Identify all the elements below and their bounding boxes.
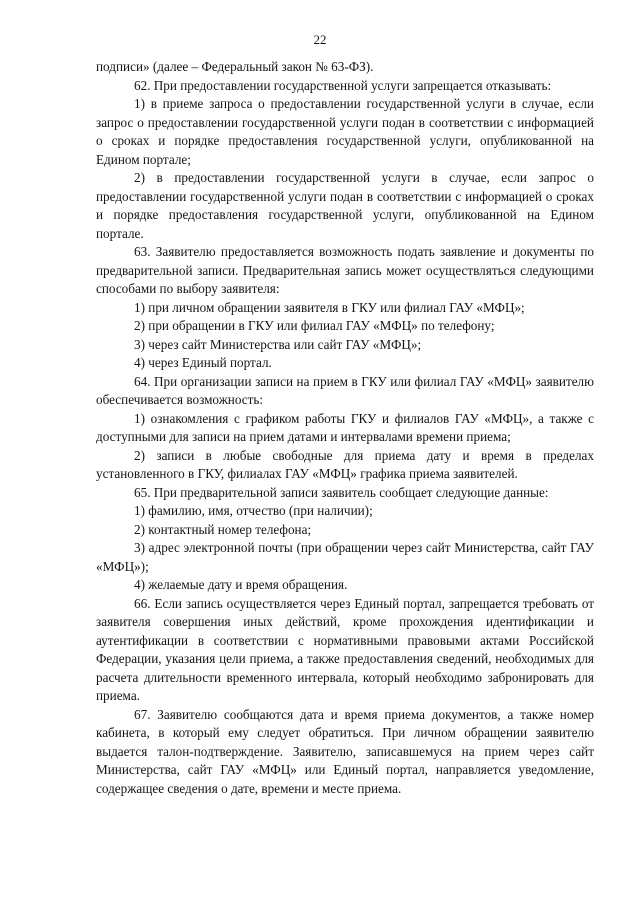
paragraph-item-64-2: 2) записи в любые свободные для приема дату и время в пределах установленного в ГКУ, филиалах ГАУ «МФЦ» графика приема заявителей. [96, 447, 594, 481]
paragraph-item-64: 64. При организации записи на прием в ГКУ или филиал ГАУ «МФЦ» заявителю обеспечивается возможность: [96, 373, 594, 407]
document-body [96, 58, 594, 798]
paragraph-item-62-1: 1) в приеме запроса о предоставлении государственной услуги в случае, если запрос о предоставлении государственной услуги подан в соответствии с информацией о сроках и порядке предоставления государственной услуги, опубликованной на Едином портале; [96, 96, 594, 167]
paragraph-item-65-1: 1) фамилию, имя, отчество (при наличии); [134, 503, 373, 518]
paragraph-item-63: 63. Заявителю предоставляется возможность подать заявление и документы по предварительной записи. Предварительная запись может осуществляться следующими способами по выбору заявителя: [96, 244, 594, 296]
paragraph-item-65: 65. При предварительной записи заявитель сообщает следующие данные: [134, 484, 549, 500]
paragraph-item-65-4: 4) желаемые дату и время обращения. [134, 577, 348, 592]
paragraph-item-63-3: 3) через сайт Министерства или сайт ГАУ «МФЦ»; [134, 336, 422, 352]
paragraph-item-65-2: 2) контактный номер телефона; [134, 521, 312, 537]
paragraph-item-62-2: 2) в предоставлении государственной услуги в случае, если запрос о предоставлении государственной услуги подан в соответствии с информацией о сроках и порядке предоставления государственной услуги, опубликованной на Едином портале. [96, 170, 594, 241]
paragraph-item-63-4: 4) через Единый портал. [134, 355, 272, 370]
paragraph-item-63-1: 1) при личном обращении заявителя в ГКУ или филиал ГАУ «МФЦ»; [134, 299, 525, 315]
paragraph-item-62: 62. При предоставлении государственной услуги запрещается отказывать: [134, 77, 552, 93]
paragraph-item-67: 67. Заявителю сообщаются дата и время приема документов, а также номер кабинета, в который ему следует обратиться. При личном обращении заявителю выдается талон-подтверждение. Заявителю, записавшемуся на прием через сайт Министерства, сайт ГАУ «МФЦ» или Единый портал, направляется уведомление, содержащее сведения о дате, времени и месте приема. [96, 706, 594, 796]
paragraph-item-63-2: 2) при обращении в ГКУ или филиал ГАУ «МФЦ» по телефону; [134, 318, 495, 333]
paragraph-item-66: 66. Если запись осуществляется через Единый портал, запрещается требовать от заявителя совершения иных действий, кроме прохождения идентификации и аутентификации в соответствии с нормативными правовыми актами Российской Федерации, указания цели приема, а также предоставления сведений, необходимых для расчета длительности временного интервала, который необходимо забронировать для приема. [96, 595, 594, 703]
paragraph-continuation: подписи» (далее – Федеральный закон № 63-ФЗ). [96, 59, 374, 74]
page-number: 22 [313, 32, 327, 47]
paragraph-item-64-1: 1) ознакомления с графиком работы ГКУ и филиалов ГАУ «МФЦ», а также с доступными для записи на прием датами и интервалами времени приема; [96, 410, 594, 444]
paragraph-item-65-3: 3) адрес электронной почты (при обращении через сайт Министерства, сайт ГАУ «МФЦ»); [96, 540, 594, 574]
